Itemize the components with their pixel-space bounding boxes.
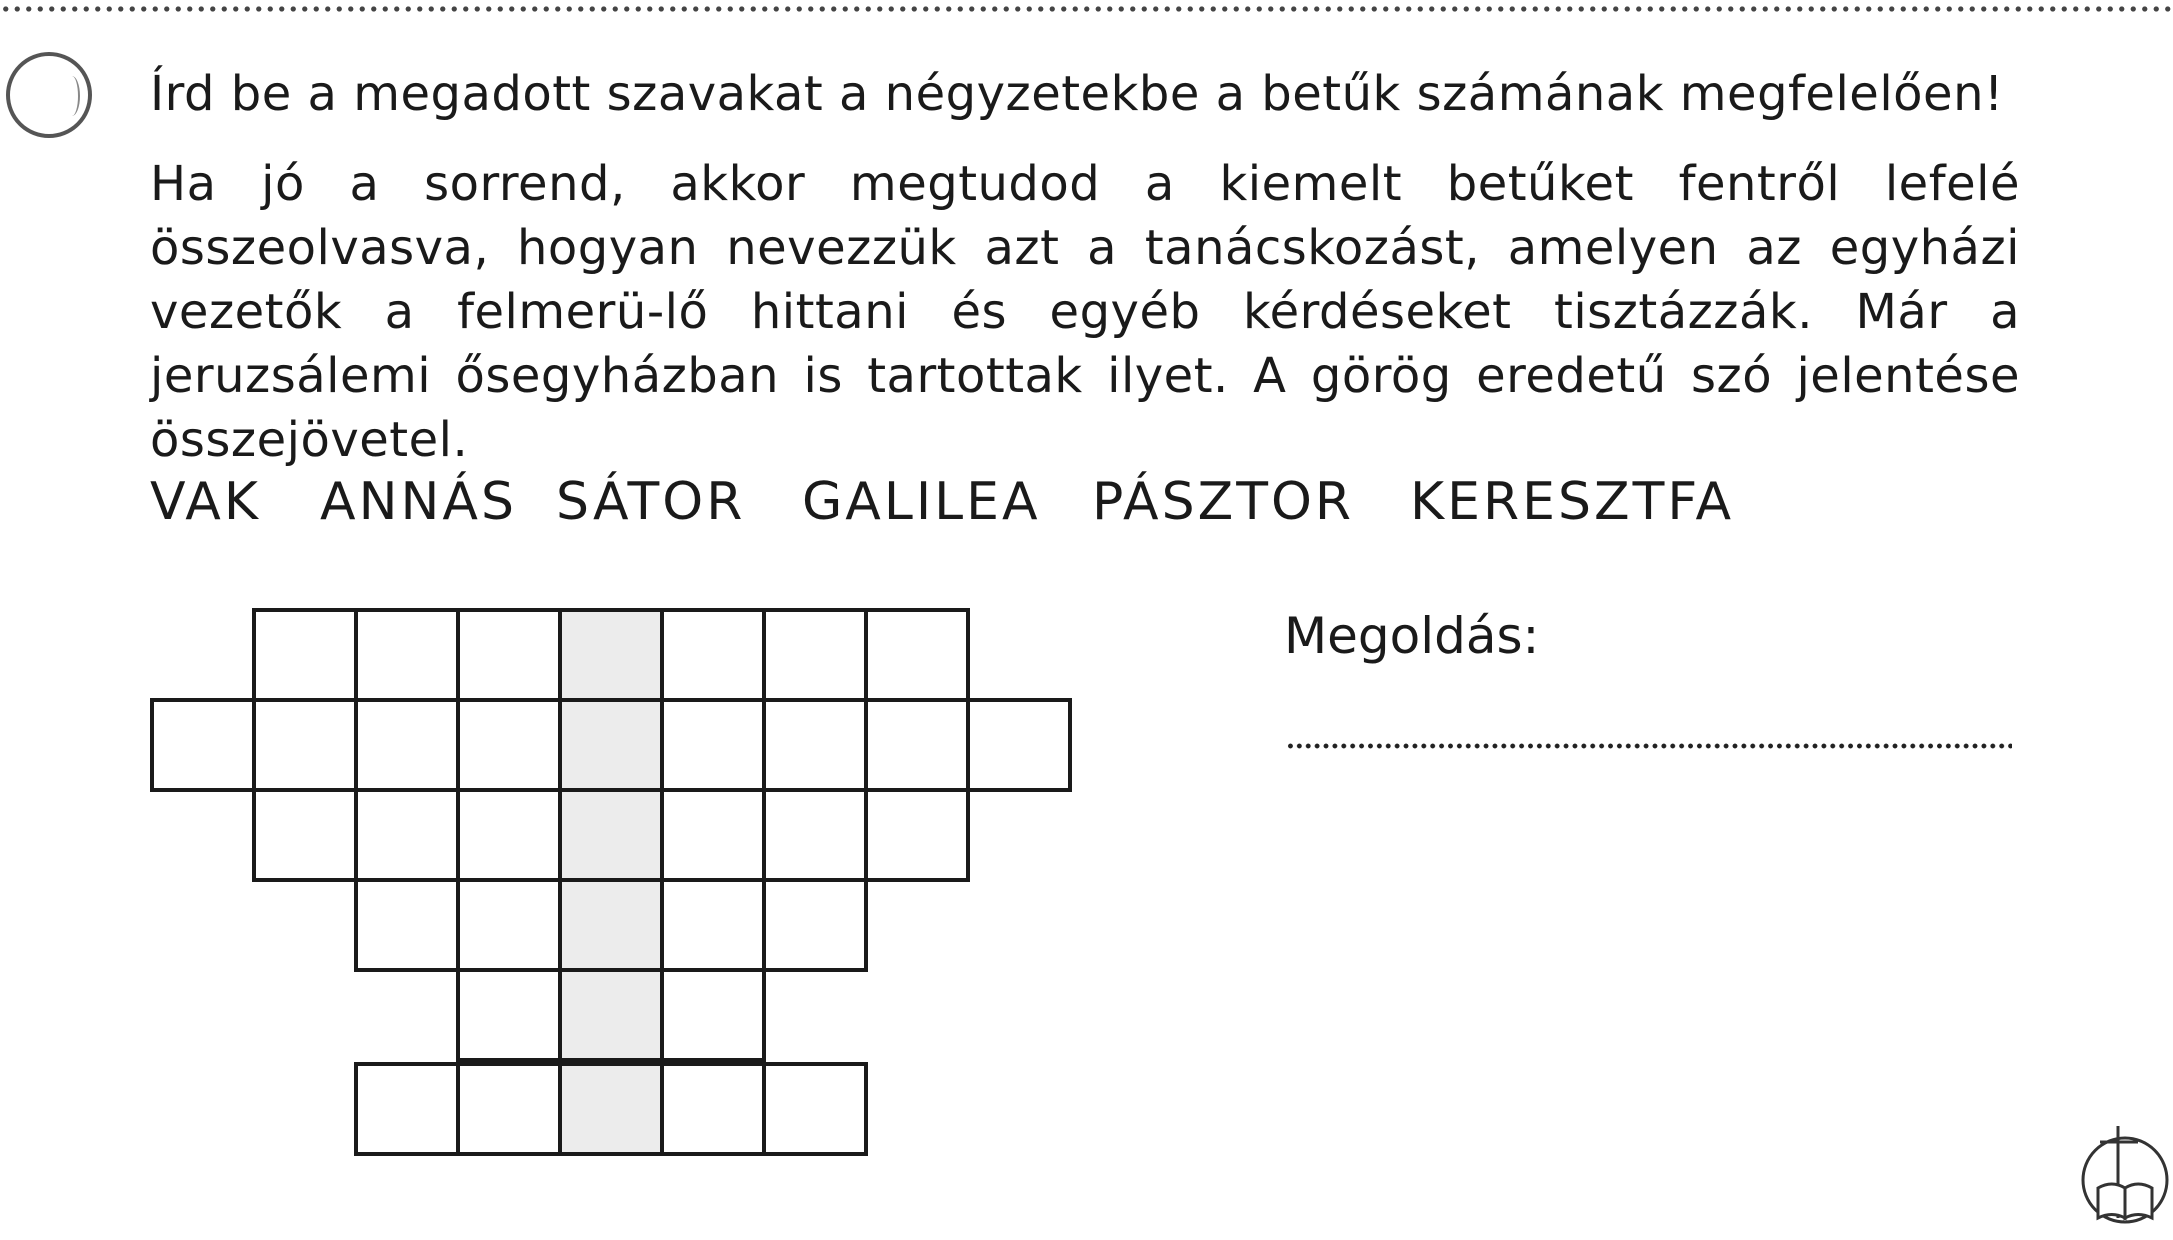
solution-label: Megoldás: xyxy=(1284,607,1540,665)
cross-book-icon xyxy=(2078,1118,2173,1228)
word-bank-item: ANNÁS xyxy=(320,472,517,532)
grid-cell[interactable] xyxy=(864,698,970,792)
grid-cell[interactable] xyxy=(660,698,766,792)
grid-cell[interactable] xyxy=(354,788,460,882)
word-bank-item: GALILEA xyxy=(802,472,1041,532)
word-bank xyxy=(150,470,1734,534)
grid-cell[interactable] xyxy=(660,878,766,972)
grid-cell[interactable] xyxy=(252,608,358,702)
instruction-line: Írd be a megadott szavakat a négyzetekbe a betűk számának megfelelően! xyxy=(150,66,2004,122)
grid-cell[interactable] xyxy=(354,608,460,702)
grid-cell[interactable] xyxy=(456,698,562,792)
grid-cell[interactable] xyxy=(660,1062,766,1156)
instruction-paragraph: Ha jó a sorrend, akkor megtudod a kiemelt betűket fentről lefelé összeolvasva, hogyan nevezzük azt a tanácskozást, amelyen az egyházi vezetők a felmerü-lő hittani és egyéb kérdéseket tisztázzák. Már a jeruzsálemi ősegyházban is tartottak ilyet. A görög eredetű szó jelentése összejövetel. xyxy=(150,156,2020,468)
grid-cell-highlighted[interactable] xyxy=(558,1062,664,1156)
grid-cell[interactable] xyxy=(354,1062,460,1156)
word-bank-item: SÁTOR xyxy=(556,472,746,532)
grid-cell[interactable] xyxy=(150,698,256,792)
grid-cell-highlighted[interactable] xyxy=(558,698,664,792)
grid-cell[interactable] xyxy=(252,698,358,792)
word-bank-item: KERESZTFA xyxy=(1410,472,1735,532)
grid-cell[interactable] xyxy=(456,608,562,702)
grid-cell-highlighted[interactable] xyxy=(558,968,664,1062)
grid-cell[interactable] xyxy=(762,878,868,972)
grid-cell[interactable] xyxy=(660,608,766,702)
solution-answer-line[interactable] xyxy=(1286,742,2012,750)
grid-cell[interactable] xyxy=(762,698,868,792)
grid-cell-highlighted[interactable] xyxy=(558,878,664,972)
grid-cell[interactable] xyxy=(456,1062,562,1156)
task-checkbox-circle-icon[interactable] xyxy=(6,52,92,138)
grid-cell[interactable] xyxy=(456,788,562,882)
grid-cell[interactable] xyxy=(354,878,460,972)
grid-cell[interactable] xyxy=(864,608,970,702)
grid-cell[interactable] xyxy=(456,878,562,972)
grid-cell[interactable] xyxy=(660,968,766,1062)
grid-cell[interactable] xyxy=(762,788,868,882)
word-bank-item: PÁSZTOR xyxy=(1092,472,1355,532)
grid-cell[interactable] xyxy=(252,788,358,882)
grid-cell-highlighted[interactable] xyxy=(558,608,664,702)
grid-cell[interactable] xyxy=(762,608,868,702)
grid-cell[interactable] xyxy=(660,788,766,882)
grid-cell[interactable] xyxy=(456,968,562,1062)
top-dotted-separator xyxy=(0,6,2173,12)
grid-cell[interactable] xyxy=(354,698,460,792)
word-bank-item: VAK xyxy=(150,472,261,532)
grid-cell[interactable] xyxy=(966,698,1072,792)
grid-cell[interactable] xyxy=(864,788,970,882)
grid-cell[interactable] xyxy=(762,1062,868,1156)
grid-cell-highlighted[interactable] xyxy=(558,788,664,882)
